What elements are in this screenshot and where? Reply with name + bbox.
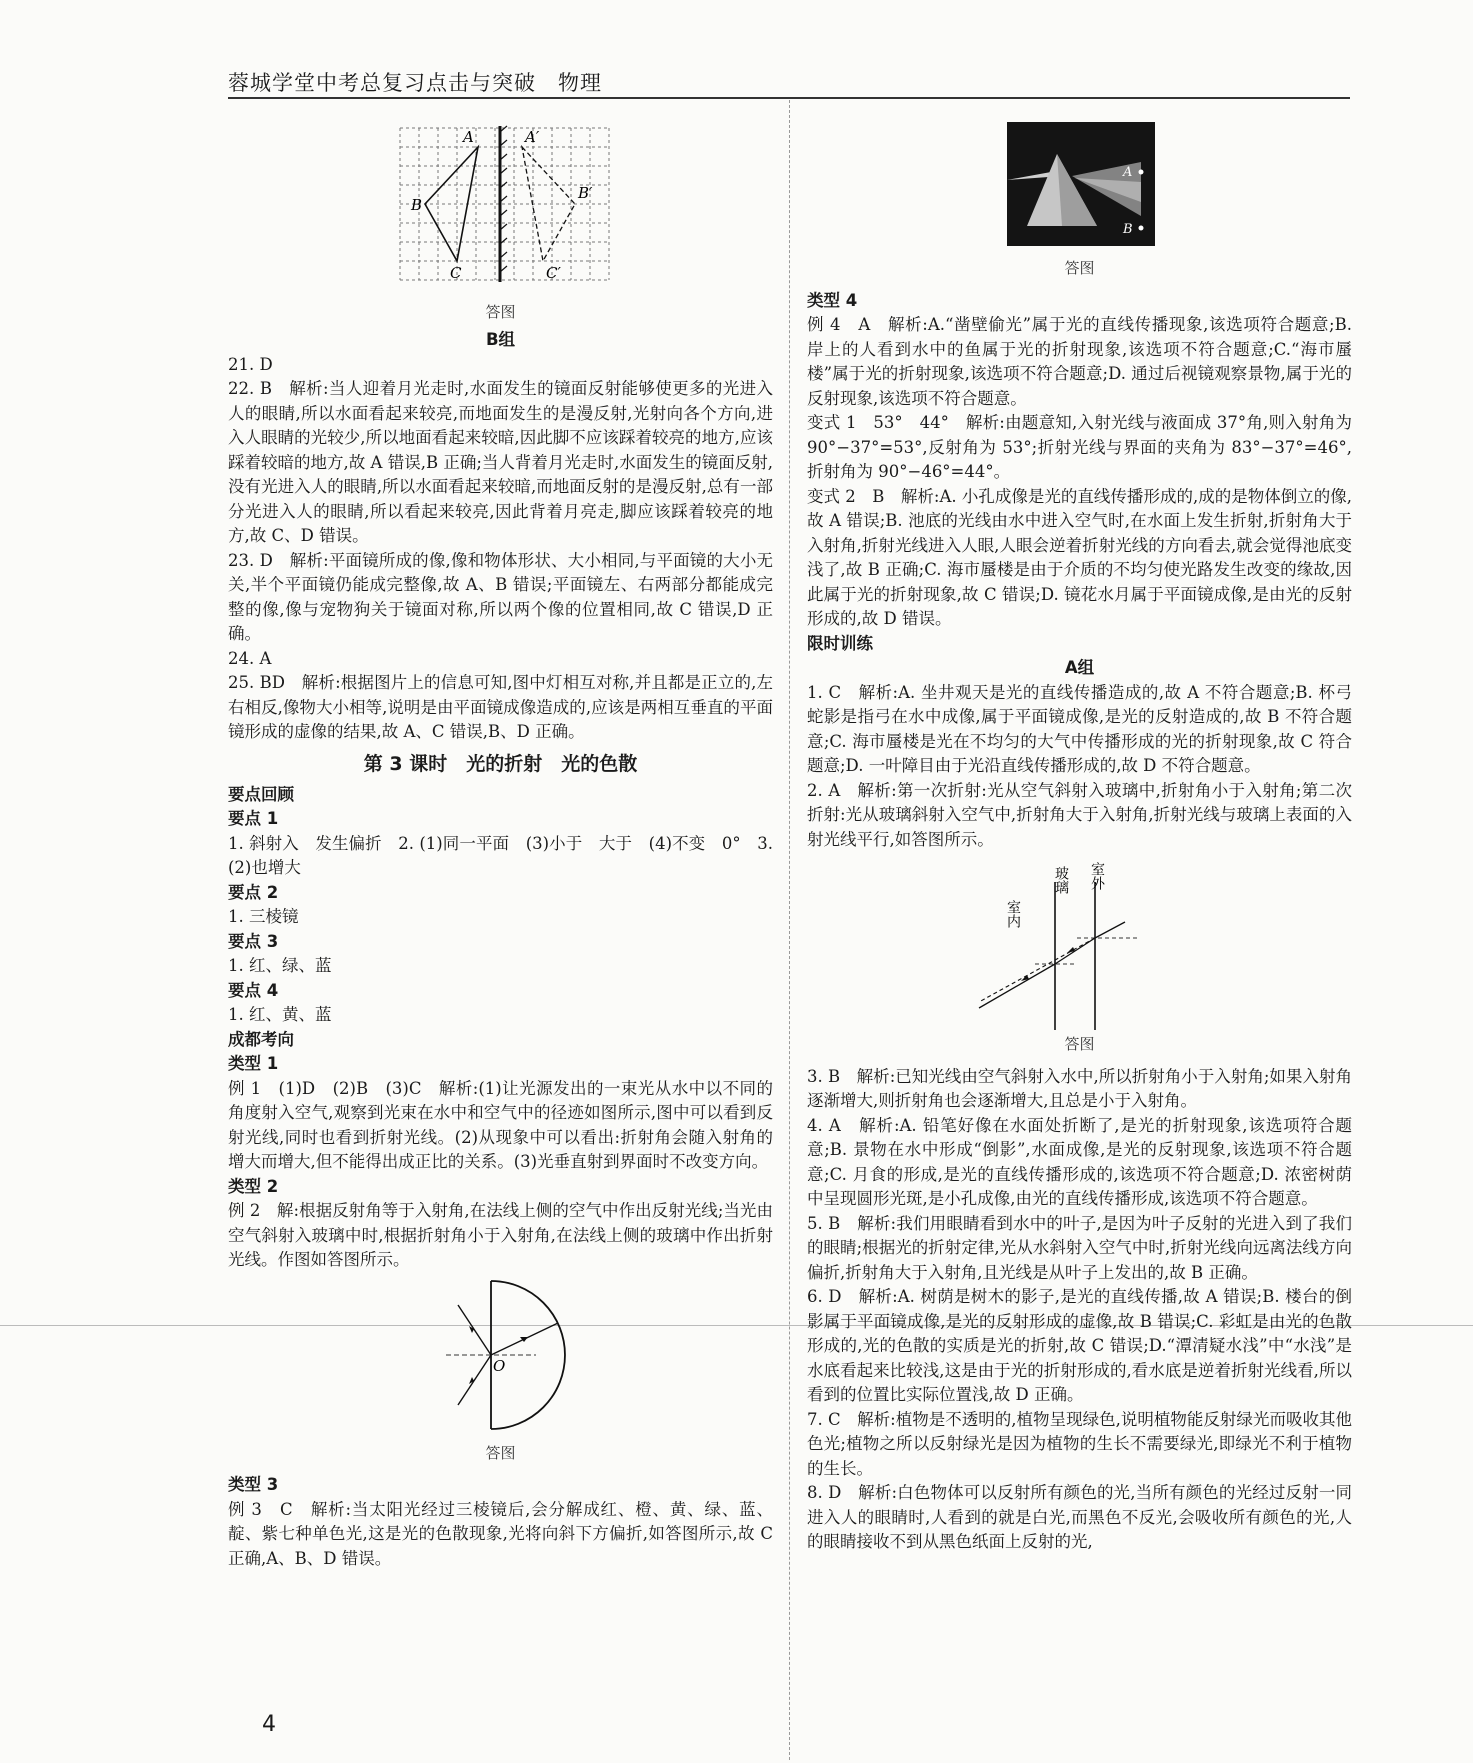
practice-2: 2. A 解析:第一次折射:光从空气斜射入玻璃中,折射角小于入射角;第二次折射:光从玻璃斜射入空气中,折射角大于入射角,折射光线与玻璃上表面的入射光线平行,如答图所示。 [807, 780, 1352, 849]
right-column [807, 118, 1352, 1555]
label-B-prime: B′ [578, 184, 593, 202]
group-heading-b: B组 [485, 330, 516, 349]
label-B: B [1123, 222, 1133, 237]
example-3: 例 3 C 解析:当太阳光经过三棱镜后,会分解成红、橙、黄、绿、蓝、靛、紫七种单色光,这是光的色散现象,光将向斜下方偏折,如答图所示,故 C 正确,A、B、D 错误。 [228, 1499, 773, 1568]
timed-practice-heading: 限时训练 [807, 633, 873, 653]
lesson-title: 第 3 课时 光的折射 光的色散 [363, 752, 638, 775]
practice-3: 3. B 解析:已知光线由空气斜射入水中,所以折射角小于入射角;如果入射角逐渐增大,则折射角也会逐渐增大,且总是小于入射角。 [807, 1066, 1352, 1110]
type-1-heading: 类型 1 [228, 1054, 279, 1073]
example-2: 例 2 解:根据反射角等于入射角,在法线上侧的空气中作出反射光线;当光由空气斜射入玻璃中时,根据折射角小于入射角,在法线上侧的玻璃中作出折射光线。作图如答图所示。 [228, 1201, 773, 1269]
mirror-grid-figure [228, 118, 773, 288]
keypoint-4-heading: 要点 4 [228, 980, 279, 1000]
keypoint-4-answers: 1. 红、黄、蓝 [228, 1005, 332, 1024]
label-C: C [450, 264, 462, 282]
label-glass: 玻璃 [1053, 866, 1069, 894]
label-A: A [463, 128, 474, 146]
group-heading-a: A组 [1064, 658, 1095, 677]
practice-4: 4. A 解析:A. 铅笔好像在水面处折断了,是光的折射现象,该选项符合题意;B. 景物在水中形成“倒影”,水面成像,是光的反射现象,该选项不符合题意;C. 月食的形成,是光的直线传播形成的,该选项不符合题意;D. 浓密树荫中呈现圆形光斑,是小孔成像,由光的直线传播形成,该选项不符合题意。 [807, 1115, 1352, 1208]
practice-7: 7. C 解析:植物是不透明的,植物呈现绿色,说明植物能反射绿光而吸收其他色光;植物之所以反射绿光是因为植物的生长不需要绿光,即绿光不利于植物的生长。 [807, 1409, 1352, 1478]
label-A-prime: A′ [525, 128, 540, 146]
figure-caption: 答图 [485, 1443, 516, 1462]
answer-25: 25. BD 解析:根据图片上的信息可知,图中灯相互对称,并且都是正立的,左右相反,像物大小相等,说明是由平面镜成像造成的,应该是两相互垂直的平面镜形成的虚像的结果,故 A、C 错误,B、D 正确。 [228, 673, 773, 741]
answer-22: 22. B 解析:当人迎着月光走时,水面发生的镜面反射能够使更多的光进入人的眼睛,所以水面看起来较亮,而地面发生的是漫反射,光射向各个方向,进入人眼睛的光较少,所以地面看起来较暗,因此脚不应该踩着较亮的地方,应该踩着较暗的地方,故 A 错误,B 正确;当人背着月光走时,水面发生的镜面反射,没有光进入人的眼睛,所以水面看起来较暗,而地面反射的是漫反射,总有一部分光进入人的眼睛,所以看起来较亮,因此背着月亮走,脚应该踩着较亮的地方,故 C、D 错误。 [228, 379, 773, 545]
type-3-heading: 类型 3 [228, 1475, 279, 1494]
figure-caption: 答图 [485, 302, 516, 321]
running-header: 蓉城学堂中考总复习点击与突破 物理 [228, 71, 602, 95]
label-C-prime: C′ [546, 264, 561, 282]
keypoint-2-heading: 要点 2 [228, 882, 279, 902]
semicircle-figure [228, 1273, 773, 1441]
keypoint-3-answers: 1. 红、绿、蓝 [228, 956, 332, 975]
answer-21: 21. D [228, 354, 273, 374]
variant-2: 变式 2 B 解析:A. 小孔成像是光的直线传播形成的,成的是物体倒立的像,故 A 错误;B. 池底的光线由水中进入空气时,在水面上发生折射,折射角大于入射角,折射光线进入人眼,人眼会逆着折射光线的方向看去,就会觉得池底变浅了,故 B 正确;C. 海市蜃楼是由于介质的不均匀使光路发生改变的缘故,因此属于光的折射现象,故 C 错误;D. 镜花水月属于平面镜成像,是由光的反射形成的,故 D 错误。 [807, 486, 1352, 628]
review-heading: 要点回顾 [228, 784, 294, 804]
practice-8: 8. D 解析:白色物体可以反射所有颜色的光,当所有颜色的光经过反射一同进入人的眼睛时,人看到的就是白光,而黑色不反光,会吸收所有颜色的光,人的眼睛接收不到从黑色纸面上反射的光, [807, 1483, 1352, 1551]
label-O: O [493, 1356, 506, 1375]
type-4-heading: 类型 4 [807, 290, 858, 310]
label-A: A [1123, 165, 1133, 180]
label-outdoor: 室外 [1089, 862, 1105, 890]
keypoint-2-answers: 1. 三棱镜 [228, 907, 299, 926]
figure-caption: 答图 [1064, 259, 1095, 277]
practice-6: 6. D 解析:A. 树荫是树木的影子,是光的直线传播,故 A 错误;B. 楼台的倒影属于平面镜成像,是光的反射形成的虚像,故 B 错误;C. 彩虹是由光的色散形成的,光的色散的实质是光的折射,故 C 错误;D.“潭清疑水浅”中“水浅”是水底看起来比较浅,这是由于光的折射形成的,看水底是逆着折射光线看,所以看到的位置比实际位置浅,故 D 正确。 [807, 1287, 1352, 1404]
keypoint-3-heading: 要点 3 [228, 931, 279, 951]
practice-5: 5. B 解析:我们用眼睛看到水中的叶子,是因为叶子反射的光进入到了我们的眼睛;根据光的折射定律,光从水斜射入空气中时,折射光线向远离法线方向偏折,折射角大于入射角,且光线是从叶子上发出的,故 B 正确。 [807, 1213, 1352, 1282]
example-4: 例 4 A 解析:A.“凿壁偷光”属于光的直线传播现象,该选项符合题意;B. 岸上的人看到水中的鱼属于光的折射现象,该选项不符合题意;C.“海市蜃楼”属于光的折射现象,该选项不符合题意;D. 通过后视镜观察景物,属于光的反射现象,该选项不符合题意。 [807, 315, 1352, 408]
answer-23: 23. D 解析:平面镜所成的像,像和物体形状、大小相同,与平面镜的大小无关,半个平面镜仍能成完整像,故 A、B 错误;平面镜左、右两部分都能成完整的像,像与宠物狗关于镜面对称,所以两个像的位置相同,故 C 错误,D 正确。 [228, 550, 773, 643]
header-rule [228, 97, 1350, 99]
keypoint-1-heading: 要点 1 [228, 809, 279, 828]
type-2-heading: 类型 2 [228, 1176, 279, 1196]
example-1: 例 1 (1)D (2)B (3)C 解析:(1)让光源发出的一束光从水中以不同的角度射入空气,观察到光束在水中和空气中的径迹如图所示,图中可以看到反射光线,同时也看到折射光线。(2)从现象中可以看出:折射角会随入射角的增大而增大,但不能得出成正比的关系。(3)光垂直射到界面时不改变方向。 [228, 1078, 773, 1171]
figure-caption: 答图 [1064, 1035, 1095, 1053]
keypoint-1-answers: 1. 斜射入 发生偏折 2. (1)同一平面 (3)小于 大于 (4)不变 0° 3. (2)也增大 [228, 833, 773, 877]
practice-1: 1. C 解析:A. 坐井观天是光的直线传播造成的,故 A 不符合题意;B. 杯弓蛇影是指弓在水中成像,属于平面镜成像,是光的反射造成的,故 B 不符合题意;C. 海市蜃楼是光在不均匀的大气中传播形成的光的折射现象,故 C 符合题意;D. 一叶障目由于光沿直线传播形成的,故 D 不符合题意。 [807, 682, 1352, 775]
label-B: B [411, 196, 423, 214]
page-number: 4 [262, 1712, 276, 1737]
label-indoor: 室内 [1005, 900, 1021, 928]
answer-24: 24. A [228, 648, 272, 668]
column-divider [789, 100, 790, 1760]
prism-figure [807, 118, 1352, 250]
exam-heading: 成都考向 [228, 1029, 294, 1049]
window-glass-figure [807, 852, 1352, 1032]
variant-1: 变式 1 53° 44° 解析:由题意知,入射光线与液面成 37°角,则入射角为 90°−37°=53°,反射角为 53°;折射光线与界面的夹角为 83°−37°=46°,折射角为 90°−46°=44°。 [807, 413, 1352, 481]
left-column [228, 118, 773, 1571]
